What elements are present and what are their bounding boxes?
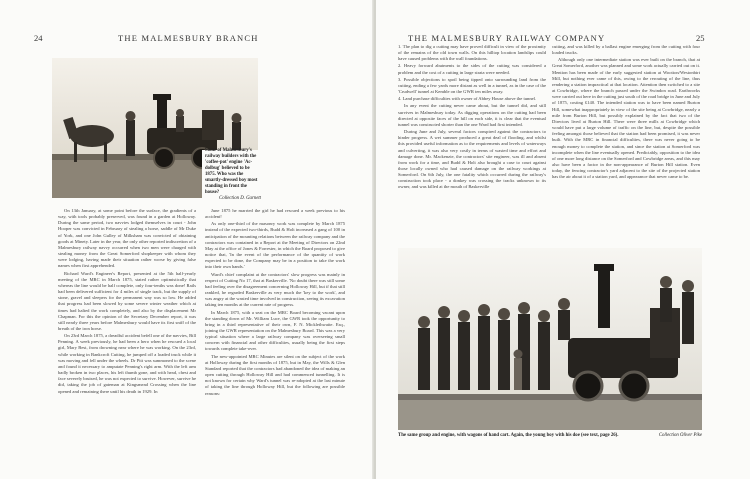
right-column-1 — [398, 44, 546, 244]
left-photo-caption — [205, 148, 261, 202]
left-col2-paragraph: Ward's chief complaint at the contractors' slow progress was mainly in respect of Cutting No 17, that at Baskerville. 'No doubt there was still some bad feeling over the disagreement concerning Holloway Hill, but if that still rankled, he regarded Baskerville as very much the 'key to the work', and was angry at the wasted time involved in construction, seeing its excavation taking ten months at the current rate of progress. — [205, 271, 345, 308]
left-page-number: 24 — [34, 33, 43, 43]
right-photo-caption — [398, 433, 702, 439]
right-list-item: 2. Heavy forward abutments to the sides of the cutting was considered a problem and the cost of a cutting in large strata were needed. — [398, 63, 546, 75]
right-col2-paragraph: Although only one intermediate station was ever built on the branch, that at Great Somerford, another was planned and some work actually carried out on it. Mention has been made of the early suggested station at Wootton/Westonbirt Mill, but nothing ever came of this, owing to the rerouting of the line, thus rendering a station impractical at that location. Attention then switched to a site at Cowbridge, where the branch passed under the Swindon road. Earthworks were carried out here in the cutting just south of the road bridge in June and July of 1875, costing £140. The intended station was to have been named Burton Hill, somewhat inappropriately in view of the site being at Cowbridge, nearly a mile from Burton Hill, but possibly explained by the fact that two of the Directors lived at Burton Hill. There were three mills at Cowbridge which would have put a large volume of traffic on the line, but, despite the possible feeling amongst those believed that the station had been promised, it was never built. With the MRC in financial difficulties, there was never going to be enough money to complete the station, and since the station at Somerford was incomplete when the line eventually opened. Predictably, opposition to the idea of one more long distance on the Somerford and Cowbridge areas, and this may also have been a factor in the non-appearance of Burton Hill station. Even today, the fencing contractor's yard adjacent to the site of the projected station has the air about it of a station yard, and appearance that never came to be. — [552, 57, 700, 180]
right-page-number: 25 — [696, 33, 705, 43]
left-col2-paragraph: The new-appointed MRC Minutes are silent on the subject of the work at Holloway during the first months of 1875, but in May, the Wills & Glen Standard reported that the contractors had abandoned the idea of making an open cutting through Holloway Hill and had commenced tunnelling. It is not known for certain why Ward's tunnel was re-adopted at the last minute of taking the line through Holloway Hill, but the following are possible reasons: — [205, 353, 345, 396]
left-column-2 — [205, 208, 345, 440]
right-col1-paragraph: During June and July, several factors conspired against the contractors to hinder progress. A wet summer produced a great deal of flooding, and whilst this provided useful information as to the requirements and levels of waterways and culverting, it was also very costly in terms of wasted time and effort and damage done. Mr. Mackenzie, the contractors' site engineer, was ill and absent from work for a time, and Budd & Holt also brought a case to court against those locally owned who had caused damage on the railway workings at Somerford. On 6th July, the one fatality which occurred during the railway's construction took place - a donkey was crossing the tracks unknown to its owner, and was killed at the mouth of Baskerville — [398, 129, 546, 190]
left-col1-paragraph: Richard Ward's Engineer's Report, presented at the 5th half-yearly meeting of the MRC in March 1875, stated rather optimistically that whereas the line would be half complete, only four-tenths was done! Rails had been delivered sufficient for 4 miles of single track, but the supply of stone, gravel and sleepers for the permanent way was so low. He added that progress had been slowed by some severe winter weather which at times had halted the work completely, and also by the displacement Mr Chapman. For this the opinion of the Secretary December report, it was still nearly three years before Malmesbury would have its first sniff of the breath of the iron horse. — [58, 270, 196, 331]
right-running-head: THE MALMESBURY RAILWAY COMPANY — [408, 33, 606, 43]
left-column-1 — [58, 208, 196, 440]
right-list-item: 3. Possible objections to spoil being tipped onto surrounding land from the cutting, ending a few yards more distant as well in a tunnel, as in the case of the 'Crudwell' tunnel at Kemble on the GWR ten miles away. — [398, 76, 546, 95]
left-col1-paragraph: On 23rd March 1875, a dreadful accident befell one of the navvies, Bill Penning. A week previously, he had been a hero when he rescued a local girl, Mary Best, from drowning near where he was working. On the 23rd, while working in Bankcroft Cutting, he jumped off a loaded truck while it was moving and fell under the wheels. Dr Pitt was summoned to the scene and found it necessary to amputate Penning's right arm. With the left arm badly broken in two places, his left thumb gone, and with head, chest and face severely bruised, he was not expected to survive. However, survive he did, taking the job of gateman at Kingsmead Crossing when the line opened and remaining there until his death in 1929. In — [58, 333, 196, 394]
left-col2-paragraph: June 1875 he married the girl he had rescued a week previous to his accident! — [205, 208, 345, 220]
right-photo-caption-text: The same group and engine, with wagons of hand cart. Again, the young boy with his doe (see text, page 26). — [398, 433, 619, 438]
right-col2-paragraph: cutting, and was killed by a ballast engine emerging from the cutting with four loaded trucks. — [552, 44, 700, 56]
left-col2-paragraph: As only one-third of the masonry work was complete by March 1875 instead of the expected two-thirds, Budd & Holt increased a gang of 100 in anticipation of the mounting relations between the railway company and the contractors was contained in a Report at the Meeting of Directors on 22nd May at the office of Jones & Forrester, in which the Board proposed to give notice that, 'In the event of the performance of the quantity of work expected to be done, the Company may be in a position to take the work into their own hands.' — [205, 221, 345, 270]
left-photo-caption-text: Some of Malmesbury's railway builders with the 'coffee-pot' engine 'Ac-dolbug' believed to be 1875. Who was the smartly-dressed boy most standing in front the house? — [205, 148, 258, 195]
left-col2-paragraph: In March 1875, with a seat on the MRC Board becoming vacant upon the standing down of Mr. William Luce, the GWR took the opportunity to bring in a third representative of their own, F. N. Micklethwaite. Esq., joining the GWR representation on the Malmesbury Board. This was a very typical situation where a large railway company was overseeing small concern with financial and other difficulties, usually being the first steps towards complete take-over. — [205, 309, 345, 352]
right-list-item: 1. The plan to dig a cutting may have proved difficult in view of the proximity of the remains of the old town walls. On this hilltop location landslips could have caused problems with the wall foundations. — [398, 44, 546, 62]
left-photo-credit: Collection D. Garnett — [219, 196, 261, 201]
right-page — [376, 0, 750, 479]
right-photo-credit: Collection Oliver Pike — [658, 433, 702, 438]
group-engine-photo-image — [398, 248, 702, 430]
group-engine-photo — [398, 248, 702, 430]
right-column-2 — [552, 44, 700, 244]
left-page — [0, 0, 374, 479]
left-running-head: THE MALMESBURY BRANCH — [118, 33, 259, 43]
right-list-item: 4. Land purchase difficulties with owner of Abbey House above the tunnel. — [398, 96, 537, 102]
left-col1-paragraph: On 13th January, at some point before the surface, the gradients of a way, with tools probably preserved, was found in a garden at Holloway. During the same period, two navvies lodged themselves in court - John Hooper was convicted in February of stealing a horse, saddle of Mr Duke of York, and one John Gulley of Milksham was convicted of obtaining goods at Minety. Later in the year, the only other reported indiscretion of a Malmesbury railway navvy occurred when two men were charged with stealing money from the Great Somerford shopkeeper with whom they were lodging, having made their situation rather worse by giving false names when first apprehended. — [58, 208, 196, 269]
right-col1-paragraph: In any event the cutting never came about, but the tunnel did, and still survives in Malmesbury today. As digging operations on the cutting had been directed at opposite faces of the hill on each side, it is clear that the eventual tunnel was constructed shorter than the one Ward had first intended. — [398, 103, 546, 127]
